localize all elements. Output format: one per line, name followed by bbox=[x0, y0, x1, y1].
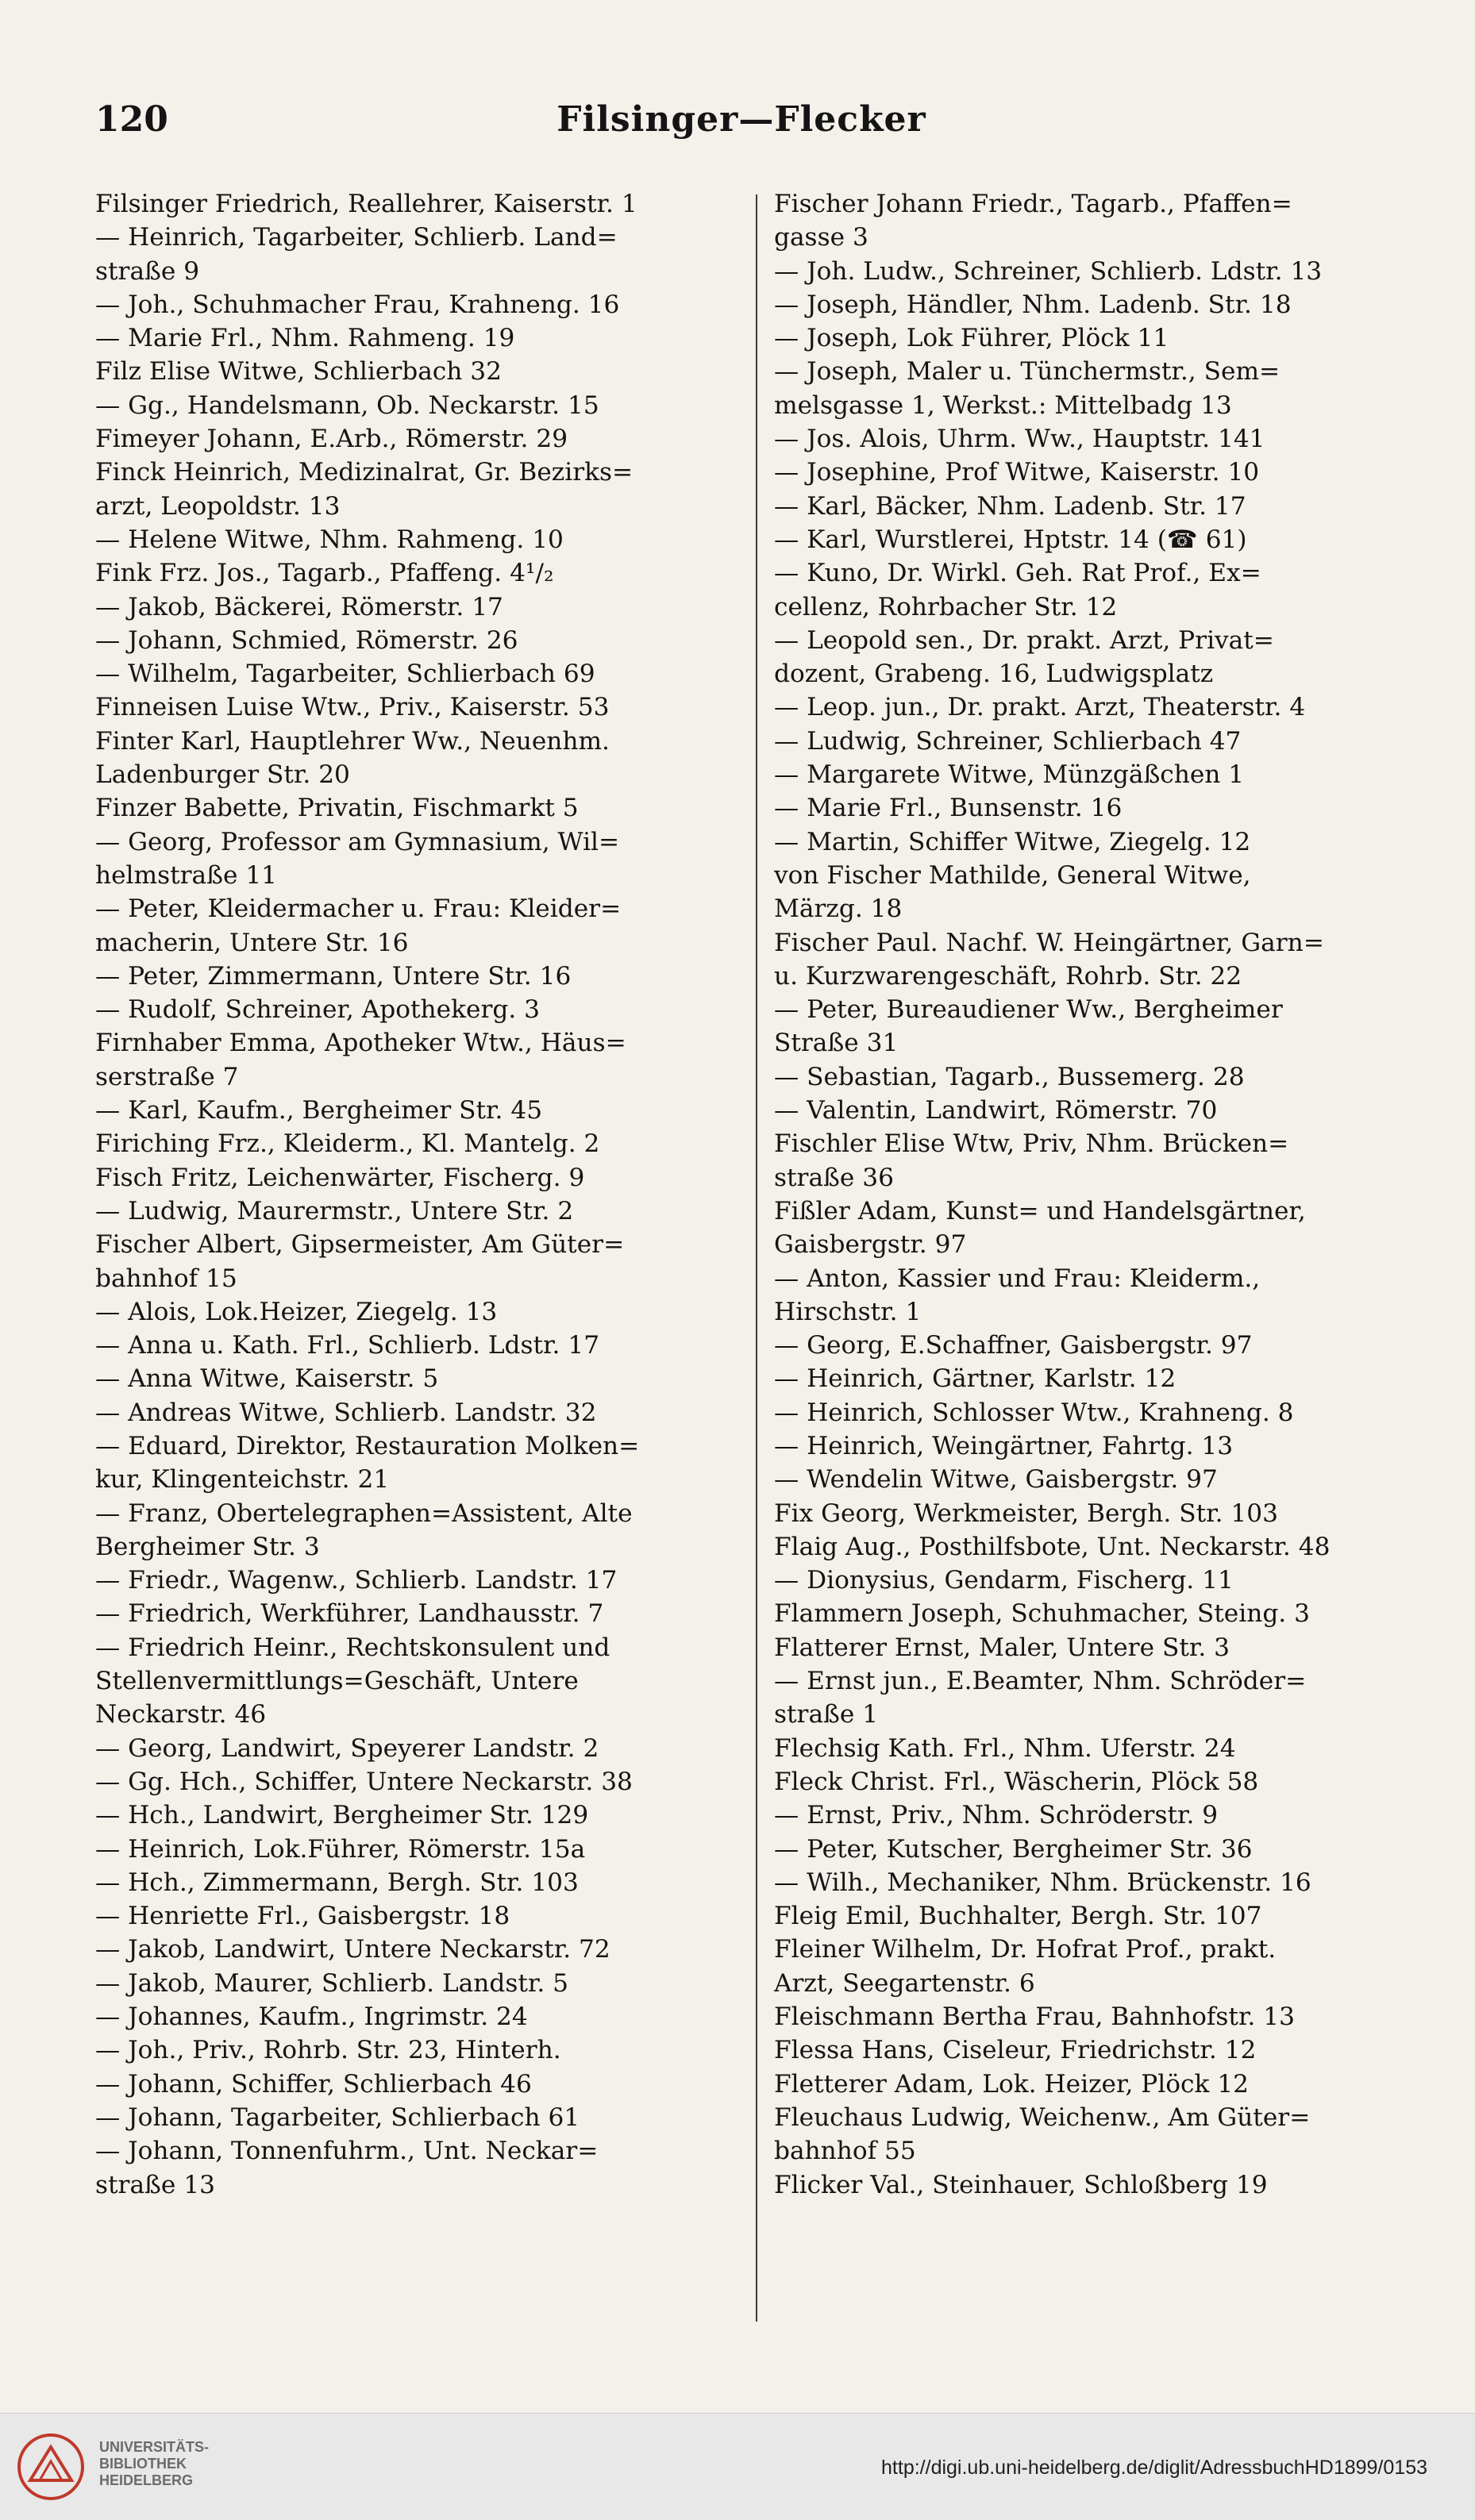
directory-entry bbox=[95, 1362, 746, 1395]
entry-line: — Johann, Schiffer, Schlierbach 46 bbox=[95, 2069, 532, 2099]
directory-entry bbox=[95, 1765, 746, 1799]
entry-line: — Ernst, Priv., Nhm. Schröderstr. 9 bbox=[774, 1801, 1219, 1830]
directory-entry bbox=[774, 1396, 1409, 1429]
entry-line: — Georg, E.Schaffner, Gaisbergstr. 97 bbox=[774, 1331, 1253, 1360]
directory-entry bbox=[774, 1262, 1409, 1329]
directory-entry bbox=[95, 1866, 746, 1899]
entry-line: — Marie Frl., Bunsenstr. 16 bbox=[774, 794, 1123, 823]
entry-line: — Valentin, Landwirt, Römerstr. 70 bbox=[774, 1096, 1218, 1125]
directory-entry bbox=[774, 1497, 1409, 1530]
entry-line: — Johann, Schmied, Römerstr. 26 bbox=[95, 625, 518, 655]
directory-entry bbox=[774, 2000, 1409, 2033]
directory-entry bbox=[95, 1497, 746, 1564]
entry-line: — Heinrich, Gärtner, Karlstr. 12 bbox=[774, 1364, 1177, 1394]
entry-line: — Kuno, Dr. Wirkl. Geh. Rat Prof., Ex= bbox=[774, 559, 1261, 588]
entry-line: — Heinrich, Schlosser Wtw., Krahneng. 8 bbox=[774, 1398, 1294, 1427]
directory-entry bbox=[774, 1833, 1409, 1866]
directory-entry bbox=[774, 1195, 1409, 1262]
directory-entry bbox=[774, 255, 1409, 288]
directory-entry bbox=[95, 2068, 746, 2101]
entry-line: — Joseph, Maler u. Tünchermstr., Sem= bbox=[774, 357, 1281, 387]
directory-entry bbox=[95, 1732, 746, 1765]
directory-entry bbox=[95, 2101, 746, 2134]
entry-line: bahnhof 15 bbox=[95, 1264, 237, 1293]
directory-entry bbox=[95, 725, 746, 792]
directory-entry bbox=[774, 1732, 1409, 1765]
directory-entry bbox=[774, 859, 1409, 926]
directory-entry bbox=[774, 1564, 1409, 1597]
entry-line: — Eduard, Direktor, Restauration Molken= bbox=[95, 1431, 640, 1460]
entry-line: Fletterer Adam, Lok. Heizer, Plöck 12 bbox=[774, 2069, 1249, 2099]
library-name bbox=[99, 2439, 209, 2489]
directory-entry bbox=[774, 1664, 1409, 1732]
library-name-line: BIBLIOTHEK bbox=[99, 2456, 187, 2472]
entry-line: Fleischmann Bertha Frau, Bahnhofstr. 13 bbox=[774, 2003, 1295, 2032]
entry-line: — Josephine, Prof Witwe, Kaiserstr. 10 bbox=[774, 458, 1260, 487]
directory-entry bbox=[95, 691, 746, 724]
entry-line: macherin, Untere Str. 16 bbox=[95, 928, 409, 957]
entry-line: — Joseph, Händler, Nhm. Ladenb. Str. 18 bbox=[774, 290, 1292, 319]
directory-entry bbox=[774, 624, 1409, 691]
directory-entry bbox=[95, 1094, 746, 1127]
directory-entry bbox=[774, 355, 1409, 422]
entry-line: — Friedr., Wagenw., Schlierb. Landstr. 17 bbox=[95, 1566, 618, 1595]
directory-entry bbox=[774, 1799, 1409, 1832]
entry-line: Flatterer Ernst, Maler, Untere Str. 3 bbox=[774, 1633, 1230, 1662]
entry-line: — Ludwig, Maurermstr., Untere Str. 2 bbox=[95, 1196, 574, 1225]
directory-entry bbox=[774, 2033, 1409, 2067]
entry-line: — Karl, Wurstlerei, Hptstr. 14 (☎ 61) bbox=[774, 525, 1247, 554]
directory-entry bbox=[774, 1429, 1409, 1463]
entry-line: — Ernst jun., E.Beamter, Nhm. Schröder= bbox=[774, 1667, 1307, 1696]
entry-line: — Johann, Tonnenfuhrm., Unt. Neckar= bbox=[95, 2137, 599, 2166]
directory-entry bbox=[95, 657, 746, 691]
directory-entry bbox=[95, 1899, 746, 1933]
entry-line: Flessa Hans, Ciseleur, Friedrichstr. 12 bbox=[774, 2036, 1257, 2065]
directory-entry bbox=[774, 1127, 1409, 1195]
entry-line: — Georg, Landwirt, Speyerer Landstr. 2 bbox=[95, 1733, 599, 1763]
entry-line: — Joh., Schuhmacher Frau, Krahneng. 16 bbox=[95, 290, 620, 319]
entry-line: bahnhof 55 bbox=[774, 2137, 916, 2166]
directory-entry bbox=[95, 1597, 746, 1630]
entry-line: Firiching Frz., Kleiderm., Kl. Mantelg. 2 bbox=[95, 1129, 600, 1159]
entry-line: — Joh., Priv., Rohrb. Str. 23, Hinterh. bbox=[95, 2036, 561, 2065]
entry-line: — Johann, Tagarbeiter, Schlierbach 61 bbox=[95, 2103, 580, 2132]
directory-entry bbox=[95, 1933, 746, 1966]
entry-line: — Helene Witwe, Nhm. Rahmeng. 10 bbox=[95, 525, 564, 554]
directory-entry bbox=[774, 1329, 1409, 1362]
entry-line: — Gg., Handelsmann, Ob. Neckarstr. 15 bbox=[95, 391, 599, 420]
directory-entry bbox=[774, 725, 1409, 758]
page-number: 120 bbox=[95, 99, 168, 140]
directory-entry bbox=[95, 1295, 746, 1329]
entry-line: Fißler Adam, Kunst= und Handelsgärtner, bbox=[774, 1196, 1306, 1225]
directory-entry bbox=[95, 1833, 746, 1866]
entry-line: — Heinrich, Lok.Führer, Römerstr. 15a bbox=[95, 1834, 586, 1864]
entry-line: Flicker Val., Steinhauer, Schloßberg 19 bbox=[774, 2170, 1268, 2199]
entry-line: Flechsig Kath. Frl., Nhm. Uferstr. 24 bbox=[774, 1733, 1236, 1763]
directory-entry bbox=[774, 1094, 1409, 1127]
entry-line: — Jos. Alois, Uhrm. Ww., Hauptstr. 141 bbox=[774, 425, 1265, 454]
entry-line: Fischer Paul. Nachf. W. Heingärtner, Garn= bbox=[774, 928, 1324, 957]
entry-line: — Peter, Bureaudiener Ww., Bergheimer bbox=[774, 995, 1283, 1025]
entry-line: — Karl, Kaufm., Bergheimer Str. 45 bbox=[95, 1096, 543, 1125]
entry-line: von Fischer Mathilde, General Witwe, bbox=[774, 860, 1251, 890]
entry-line: — Rudolf, Schreiner, Apothekerg. 3 bbox=[95, 995, 540, 1025]
library-name-line: HEIDELBERG bbox=[99, 2472, 194, 2488]
directory-entry bbox=[774, 321, 1409, 355]
entry-line: Neckarstr. 46 bbox=[95, 1700, 267, 1729]
directory-entry bbox=[774, 825, 1409, 859]
directory-entry bbox=[774, 691, 1409, 724]
entry-line: — Anna Witwe, Kaiserstr. 5 bbox=[95, 1364, 439, 1394]
entry-line: — Franz, Obertelegraphen=Assistent, Alte bbox=[95, 1499, 633, 1528]
directory-entry bbox=[774, 1933, 1409, 2000]
directory-entry bbox=[95, 556, 746, 590]
entry-line: — Peter, Kleidermacher u. Frau: Kleider= bbox=[95, 895, 622, 924]
entry-line: straße 1 bbox=[774, 1700, 879, 1729]
entry-line: — Margarete Witwe, Münzgäßchen 1 bbox=[774, 760, 1245, 790]
directory-entry bbox=[774, 556, 1409, 624]
column-divider bbox=[756, 194, 757, 2322]
directory-entry bbox=[95, 422, 746, 456]
heidelberg-library-logo-icon bbox=[16, 2431, 86, 2503]
directory-entry bbox=[95, 624, 746, 657]
entry-line: gasse 3 bbox=[774, 223, 868, 252]
entry-line: — Anna u. Kath. Frl., Schlierb. Ldstr. 17 bbox=[95, 1331, 600, 1360]
entry-line: — Hch., Zimmermann, Bergh. Str. 103 bbox=[95, 1868, 579, 1897]
directory-entry bbox=[774, 791, 1409, 825]
entry-line: — Heinrich, Tagarbeiter, Schlierb. Land= bbox=[95, 223, 618, 252]
entry-line: — Andreas Witwe, Schlierb. Landstr. 32 bbox=[95, 1398, 597, 1427]
source-url-link[interactable]: http://digi.ub.uni-heidelberg.de/diglit/AdressbuchHD1899/0153 bbox=[881, 2457, 1427, 2479]
entry-line: Ladenburger Str. 20 bbox=[95, 760, 350, 790]
entry-line: — Wilh., Mechaniker, Nhm. Brückenstr. 16 bbox=[774, 1868, 1311, 1897]
footer-bar bbox=[0, 2413, 1475, 2520]
entry-line: — Peter, Kutscher, Bergheimer Str. 36 bbox=[774, 1834, 1253, 1864]
entry-line: — Friedrich, Werkführer, Landhausstr. 7 bbox=[95, 1599, 604, 1629]
directory-entry bbox=[774, 490, 1409, 523]
entry-line: Filz Elise Witwe, Schlierbach 32 bbox=[95, 357, 502, 387]
entry-line: — Alois, Lok.Heizer, Ziegelg. 13 bbox=[95, 1297, 498, 1326]
entry-line: straße 36 bbox=[774, 1163, 894, 1192]
entry-line: — Jakob, Maurer, Schlierb. Landstr. 5 bbox=[95, 1968, 569, 1998]
directory-entry bbox=[774, 1530, 1409, 1564]
directory-entry bbox=[95, 221, 746, 288]
directory-entry bbox=[95, 1228, 746, 1295]
entry-line: Flammern Joseph, Schuhmacher, Steing. 3 bbox=[774, 1599, 1310, 1629]
entry-line: helmstraße 11 bbox=[95, 860, 278, 890]
running-head: Filsinger—Flecker bbox=[556, 99, 926, 140]
entry-line: Arzt, Seegartenstr. 6 bbox=[774, 1968, 1035, 1998]
directory-entry bbox=[774, 523, 1409, 556]
entry-line: Stellenvermittlungs=Geschäft, Untere bbox=[95, 1667, 579, 1696]
entry-line: serstraße 7 bbox=[95, 1062, 239, 1091]
directory-entry bbox=[95, 1967, 746, 2000]
entry-line: — Peter, Zimmermann, Untere Str. 16 bbox=[95, 961, 572, 991]
entry-line: — Leop. jun., Dr. prakt. Arzt, Theaterstr. 4 bbox=[774, 693, 1306, 722]
entry-line: — Jakob, Landwirt, Untere Neckarstr. 72 bbox=[95, 1935, 610, 1964]
entry-line: — Dionysius, Gendarm, Fischerg. 11 bbox=[774, 1566, 1234, 1595]
entry-line: Firnhaber Emma, Apotheker Wtw., Häus= bbox=[95, 1029, 626, 1058]
entry-line: — Joh. Ludw., Schreiner, Schlierb. Ldstr. 13 bbox=[774, 256, 1323, 286]
directory-entry bbox=[774, 2168, 1409, 2202]
entry-line: Straße 31 bbox=[774, 1029, 899, 1058]
entry-line: Fleig Emil, Buchhalter, Bergh. Str. 107 bbox=[774, 1902, 1262, 1931]
directory-entry bbox=[95, 389, 746, 422]
entry-line: Bergheimer Str. 3 bbox=[95, 1532, 320, 1561]
entry-line: melsgasse 1, Werkst.: Mittelbadg 13 bbox=[774, 391, 1232, 420]
entry-line: — Georg, Professor am Gymnasium, Wil= bbox=[95, 827, 620, 856]
directory-entry bbox=[95, 2134, 746, 2202]
entry-line: Fink Frz. Jos., Tagarb., Pfaffeng. 4¹/₂ bbox=[95, 559, 554, 588]
directory-entry bbox=[774, 993, 1409, 1060]
entry-line: — Jakob, Bäckerei, Römerstr. 17 bbox=[95, 592, 503, 621]
entry-line: Fleck Christ. Frl., Wäscherin, Plöck 58 bbox=[774, 1767, 1259, 1796]
directory-entry bbox=[95, 1564, 746, 1597]
directory-entry bbox=[95, 960, 746, 993]
directory-entry bbox=[95, 1127, 746, 1160]
entry-line: — Sebastian, Tagarb., Bussemerg. 28 bbox=[774, 1062, 1245, 1091]
directory-entry bbox=[774, 1899, 1409, 1933]
directory-entry bbox=[95, 825, 746, 893]
directory-entry bbox=[774, 926, 1409, 994]
entry-line: straße 13 bbox=[95, 2170, 215, 2199]
entry-line: Märzg. 18 bbox=[774, 895, 903, 924]
directory-entry bbox=[95, 187, 746, 221]
entry-line: straße 9 bbox=[95, 256, 200, 286]
directory-entry bbox=[774, 2068, 1409, 2101]
entry-line: Hirschstr. 1 bbox=[774, 1297, 922, 1326]
entry-line: Finck Heinrich, Medizinalrat, Gr. Bezirks= bbox=[95, 458, 634, 487]
directory-entry bbox=[95, 456, 746, 523]
directory-entry bbox=[95, 993, 746, 1026]
entry-line: — Friedrich Heinr., Rechtskonsulent und bbox=[95, 1633, 610, 1662]
directory-entry bbox=[95, 1026, 746, 1094]
directory-entry bbox=[774, 1866, 1409, 1899]
entry-line: — Anton, Kassier und Frau: Kleiderm., bbox=[774, 1264, 1261, 1293]
entry-line: Fischer Albert, Gipsermeister, Am Güter= bbox=[95, 1230, 625, 1260]
entry-line: — Wilhelm, Tagarbeiter, Schlierbach 69 bbox=[95, 660, 595, 689]
entry-line: Fleiner Wilhelm, Dr. Hofrat Prof., prakt. bbox=[774, 1935, 1277, 1964]
directory-entry bbox=[95, 1396, 746, 1429]
directory-entry bbox=[95, 1329, 746, 1362]
left-column bbox=[95, 187, 746, 2338]
entry-line: Finter Karl, Hauptlehrer Ww., Neuenhm. bbox=[95, 726, 610, 756]
directory-entry bbox=[95, 591, 746, 624]
entry-line: Fisch Fritz, Leichenwärter, Fischerg. 9 bbox=[95, 1163, 585, 1192]
directory-entry bbox=[95, 523, 746, 556]
entry-line: — Marie Frl., Nhm. Rahmeng. 19 bbox=[95, 324, 515, 353]
directory-entry bbox=[774, 1362, 1409, 1395]
entry-line: — Gg. Hch., Schiffer, Untere Neckarstr. 38 bbox=[95, 1767, 633, 1796]
entry-line: Finzer Babette, Privatin, Fischmarkt 5 bbox=[95, 794, 579, 823]
right-column bbox=[774, 187, 1409, 2338]
entry-line: Fischer Johann Friedr., Tagarb., Pfaffen= bbox=[774, 190, 1292, 218]
directory-entry bbox=[95, 1631, 746, 1732]
directory-entry bbox=[95, 1161, 746, 1195]
directory-entry bbox=[774, 456, 1409, 489]
entry-line: — Henriette Frl., Gaisbergstr. 18 bbox=[95, 1902, 510, 1931]
entry-line: Gaisbergstr. 97 bbox=[774, 1230, 967, 1260]
entry-line: kur, Klingenteichstr. 21 bbox=[95, 1465, 390, 1495]
entry-line: arzt, Leopoldstr. 13 bbox=[95, 491, 341, 521]
directory-entry bbox=[774, 1597, 1409, 1630]
entry-line: Finneisen Luise Wtw., Priv., Kaiserstr. 53 bbox=[95, 693, 610, 722]
directory-entry bbox=[774, 2101, 1409, 2168]
directory-entry bbox=[95, 288, 746, 321]
entry-line: — Wendelin Witwe, Gaisbergstr. 97 bbox=[774, 1465, 1218, 1495]
entry-line: — Ludwig, Schreiner, Schlierbach 47 bbox=[774, 726, 1242, 756]
entry-line: dozent, Grabeng. 16, Ludwigsplatz bbox=[774, 660, 1214, 689]
entry-line: Flaig Aug., Posthilfsbote, Unt. Neckarstr. 48 bbox=[774, 1532, 1331, 1561]
directory-entry bbox=[774, 758, 1409, 791]
directory-entry bbox=[95, 892, 746, 960]
entry-line: Fimeyer Johann, E.Arb., Römerstr. 29 bbox=[95, 425, 568, 454]
entry-line: — Hch., Landwirt, Bergheimer Str. 129 bbox=[95, 1801, 589, 1830]
entry-line: Fix Georg, Werkmeister, Bergh. Str. 103 bbox=[774, 1499, 1278, 1528]
entry-line: Fleuchaus Ludwig, Weichenw., Am Güter= bbox=[774, 2103, 1311, 2132]
directory-entry bbox=[774, 422, 1409, 456]
entry-line: — Johannes, Kaufm., Ingrimstr. 24 bbox=[95, 2003, 528, 2032]
directory-entry bbox=[774, 1463, 1409, 1496]
directory-entry bbox=[95, 2000, 746, 2033]
directory-entry bbox=[774, 1060, 1409, 1094]
directory-entry bbox=[774, 288, 1409, 321]
directory-entry bbox=[95, 1429, 746, 1497]
directory-entry bbox=[774, 1765, 1409, 1799]
entry-line: cellenz, Rohrbacher Str. 12 bbox=[774, 592, 1118, 621]
entry-line: — Martin, Schiffer Witwe, Ziegelg. 12 bbox=[774, 827, 1251, 856]
directory-entry bbox=[774, 187, 1409, 255]
directory-entry bbox=[95, 2033, 746, 2067]
entry-line: Filsinger Friedrich, Reallehrer, Kaiserstr. 1 bbox=[95, 190, 637, 218]
entry-line: — Karl, Bäcker, Nhm. Ladenb. Str. 17 bbox=[774, 491, 1246, 521]
entry-line: — Heinrich, Weingärtner, Fahrtg. 13 bbox=[774, 1431, 1234, 1460]
directory-entry bbox=[95, 321, 746, 355]
directory-entry bbox=[95, 791, 746, 825]
directory-entry bbox=[774, 1631, 1409, 1664]
directory-entry bbox=[95, 1799, 746, 1832]
entry-line: u. Kurzwarengeschäft, Rohrb. Str. 22 bbox=[774, 961, 1242, 991]
directory-entry bbox=[95, 1195, 746, 1228]
page-header bbox=[95, 99, 1388, 147]
entry-line: Fischler Elise Wtw, Priv, Nhm. Brücken= bbox=[774, 1129, 1289, 1159]
library-name-line: UNIVERSITÄTS- bbox=[99, 2439, 210, 2455]
directory-entry bbox=[95, 355, 746, 388]
entry-line: — Joseph, Lok Führer, Plöck 11 bbox=[774, 324, 1169, 353]
entry-line: — Leopold sen., Dr. prakt. Arzt, Privat= bbox=[774, 625, 1274, 655]
